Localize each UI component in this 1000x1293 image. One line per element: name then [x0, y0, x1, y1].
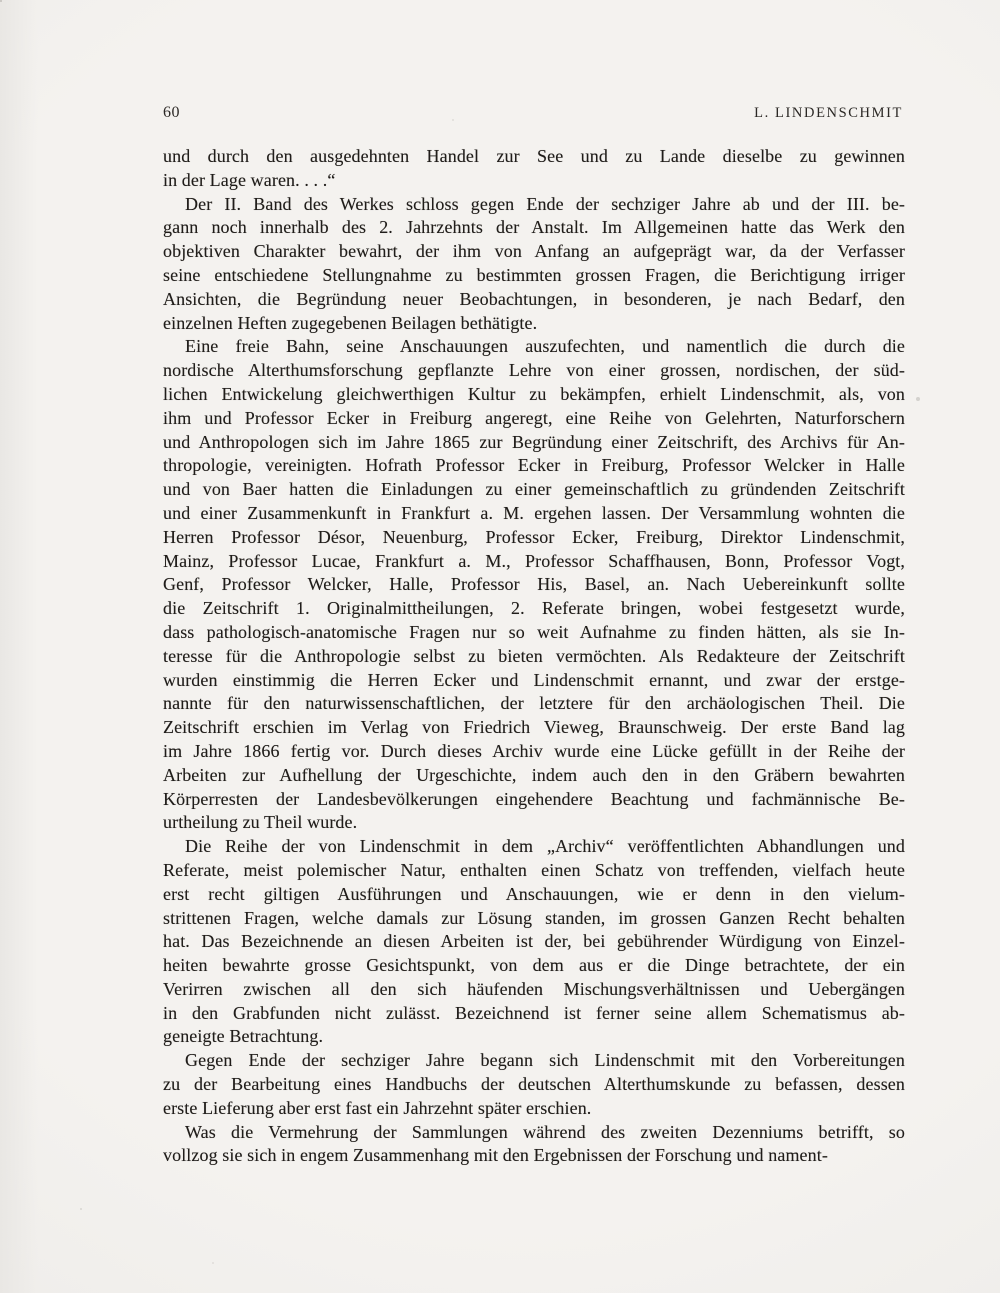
text-line-p4-l4: strittenen Fragen, welche damals zur Lösung standen, im grossen Ganzen Recht behalten [163, 907, 905, 928]
text-line-p2-l1: Der II. Band des Werkes schloss gegen Ende der sechziger Jahre ab und der III. be- [185, 193, 905, 214]
text-line-p3-l8: und einer Zusammenkunft in Frankfurt a. M. ergehen lassen. Der Versammlung wohnten die [163, 502, 905, 523]
text-line-p1-l1: und durch den ausgedehnten Handel zur See und zu Lande dieselbe zu gewinnen [163, 146, 905, 166]
text-line-p3-l12: die Zeitschrift 1. Originalmittheilungen, 2. Referate bringen, wobei festgesetzt wurde, [163, 598, 905, 619]
text-line-p5-l1: Gegen Ende der sechziger Jahre begann sich Lindenschmit mit den Vorbereitungen [185, 1050, 905, 1071]
text-line-p3-l4: ihm und Professor Ecker in Freiburg angeregt, eine Reihe von Gelehrten, Naturforschern [163, 407, 905, 428]
text-line-p3-l6: thropologie, vereinigten. Hofrath Professor Ecker in Freiburg, Professor Welcker in Halle [163, 455, 905, 476]
text-block [163, 145, 905, 1168]
text-line-p3-l2: nordische Alterthumsforschung gepflanzte Lehre von einer grossen, nordischen, der süd- [163, 360, 905, 381]
text-line-p3-l19: Arbeiten zur Aufhellung der Urgeschichte, indem auch den in den Gräbern bewahrten [163, 764, 905, 785]
text-line-p2-l3: objektiven Charakter bewahrt, der ihm von Anfang an aufgeprägt war, da der Verfasser [163, 241, 905, 262]
text-line-p3-l9: Herren Professor Désor, Neuenburg, Professor Ecker, Freiburg, Direktor Lindenschmit, [163, 526, 905, 547]
text-line-p6-l1: Was die Vermehrung der Sammlungen während des zweiten Dezenniums betrifft, so [185, 1121, 905, 1142]
text-line-p4-l1: Die Reihe der von Lindenschmit in dem „Archiv“ veröffentlichten Abhandlungen und [185, 836, 905, 857]
text-line-p5-l2: zu der Bearbeitung eines Handbuchs der deutschen Alterthumskunde zu befassen, dessen [163, 1074, 905, 1095]
text-line-p4-l8: in den Grabfunden nicht zulässt. Bezeichnend ist ferner seine allem Schematismus ab- [163, 1002, 905, 1023]
text-line-p2-l2: gann noch innerhalb des 2. Jahrzehnts der Anstalt. Im Allgemeinen hatte das Werk den [163, 217, 905, 238]
text-line-p4-l6: heiten bewahrte grosse Gesichtspunkt, von dem aus er die Dinge betrachtete, der ein [163, 955, 905, 976]
page-header [163, 104, 903, 122]
text-line-p2-l5: Ansichten, die Begründung neuer Beobachtungen, in besonderen, je nach Bedarf, den [163, 288, 905, 309]
text-line-p3-l1: Eine freie Bahn, seine Anschauungen auszufechten, und namentlich die durch die [185, 336, 905, 357]
text-line-p1-l2: in der Lage waren. . . .“ [163, 169, 336, 190]
text-line-p3-l10: Mainz, Professor Lucae, Frankfurt a. M., Professor Schaffhausen, Bonn, Professor Vogt, [163, 550, 905, 571]
text-line-p3-l20: Körperresten der Landesbevölkerungen eingehendere Beachtung und fachmännische Be- [163, 788, 905, 809]
text-line-p3-l11: Genf, Professor Welcker, Halle, Professor His, Basel, an. Nach Uebereinkunft sollte [163, 574, 905, 595]
text-line-p4-l5: hat. Das Bezeichnende an diesen Arbeiten ist der, bei gebührender Würdigung von Einzel- [163, 931, 905, 952]
text-line-p3-l17: Zeitschrift erschien im Verlag von Friedrich Vieweg, Braunschweig. Der erste Band lag [163, 717, 905, 738]
text-line-p3-l13: dass pathologisch-anatomische Fragen nur so weit Aufnahme zu finden hätten, als sie In- [163, 621, 905, 642]
text-line-p3-l18: im Jahre 1866 fertig vor. Durch dieses Archiv wurde eine Lücke gefüllt in der Reihe der [163, 740, 905, 761]
text-line-p3-l5: und Anthropologen sich im Jahre 1865 zur Begründung einer Zeitschrift, des Archivs für An- [163, 431, 905, 452]
text-line-p3-l7: und von Baer hatten die Einladungen zu einer gemeinschaftlich zu gründenden Zeitschrift [163, 479, 905, 500]
text-line-p3-l21: urtheilung zu Theil wurde. [163, 812, 358, 833]
text-line-p2-l6: einzelnen Heften zugegebenen Beilagen bethätigte. [163, 312, 538, 333]
text-line-p3-l14: teresse für die Anthropologie selbst zu bieten vermöchten. Als Redakteure der Zeitschrift [163, 645, 905, 666]
text-line-p4-l3: erst recht giltigen Ausführungen und Anschauungen, wie er denn in den vielum- [163, 883, 905, 904]
text-line-p2-l4: seine entschiedene Stellungnahme zu bestimmten grossen Fragen, die Berichtigung irriger [163, 264, 905, 285]
text-line-p4-l7: Verirren zwischen all den sich häufenden Mischungsverhältnissen und Uebergängen [163, 978, 905, 999]
text-line-p3-l15: wurden einstimmig die Herren Ecker und Lindenschmit ernannt, und zwar der erstge- [163, 669, 905, 690]
running-head: L. LINDENSCHMIT [754, 105, 903, 121]
text-line-p4-l2: Referate, meist polemischer Natur, enthalten einen Schatz von treffenden, vielfach heute [163, 859, 905, 880]
text-line-p5-l3: erste Lieferung aber erst fast ein Jahrzehnt später erschien. [163, 1097, 592, 1118]
text-line-p3-l16: nannte für den naturwissenschaftlichen, der letztere für den archäologischen Theil. Die [163, 693, 905, 714]
text-line-p4-l9: geneigte Betrachtung. [163, 1026, 324, 1047]
page-number: 60 [163, 104, 180, 121]
text-line-p3-l3: lichen Entwickelung gleichwerthigen Kultur zu bekämpfen, erhielt Lindenschmit, als, von [163, 383, 905, 404]
text-line-p6-l2: vollzog sie sich in engem Zusammenhang mit den Ergebnissen der Forschung und nament- [163, 1145, 828, 1166]
